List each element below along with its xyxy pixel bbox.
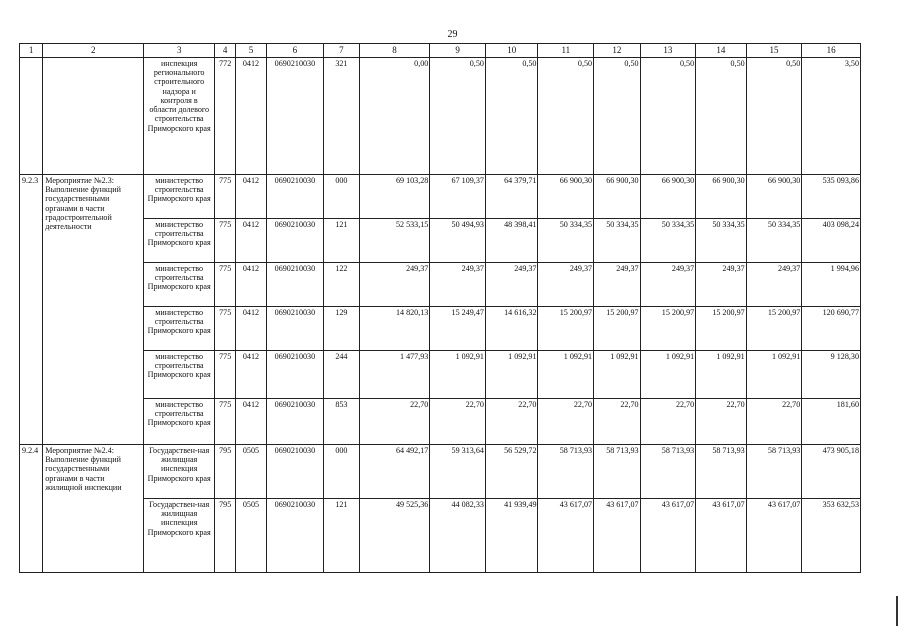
total-cell: 120 690,77 — [802, 307, 861, 351]
value-cell: 43 617,07 — [640, 499, 696, 573]
value-cell: 15 200,97 — [538, 307, 594, 351]
value-cell: 14 616,32 — [485, 307, 538, 351]
gr-code-cell: 775 — [215, 399, 236, 445]
value-cell: 58 713,93 — [538, 445, 594, 499]
target-code-cell: 0690210030 — [266, 58, 324, 175]
total-cell: 473 905,18 — [802, 445, 861, 499]
expense-type-cell: 000 — [324, 175, 359, 219]
header-cell: 12 — [594, 44, 640, 58]
total-cell: 9 128,30 — [802, 351, 861, 399]
header-cell: 7 — [324, 44, 359, 58]
table-body — [20, 44, 861, 573]
value-cell: 0,50 — [640, 58, 696, 175]
total-cell: 403 098,24 — [802, 219, 861, 263]
target-code-cell: 0690210030 — [266, 351, 324, 399]
value-cell: 22,70 — [746, 399, 802, 445]
total-cell: 1 994,96 — [802, 263, 861, 307]
header-cell: 6 — [266, 44, 324, 58]
value-cell: 0,50 — [594, 58, 640, 175]
item-number — [20, 58, 43, 175]
gr-code-cell: 775 — [215, 219, 236, 263]
value-cell: 50 334,35 — [696, 219, 747, 263]
value-cell: 22,70 — [640, 399, 696, 445]
value-cell: 22,70 — [696, 399, 747, 445]
value-cell: 249,37 — [640, 263, 696, 307]
value-cell: 58 713,93 — [746, 445, 802, 499]
item-number: 9.2.3 — [20, 175, 43, 445]
value-cell: 1 092,91 — [430, 351, 486, 399]
target-code-cell: 0690210030 — [266, 399, 324, 445]
value-cell: 22,70 — [430, 399, 486, 445]
value-cell: 22,70 — [359, 399, 430, 445]
value-cell: 22,70 — [485, 399, 538, 445]
value-cell: 67 109,37 — [430, 175, 486, 219]
header-cell: 2 — [43, 44, 144, 58]
value-cell: 50 334,35 — [640, 219, 696, 263]
header-cell: 14 — [696, 44, 747, 58]
expense-type-cell: 000 — [324, 445, 359, 499]
value-cell: 66 900,30 — [746, 175, 802, 219]
target-code-cell: 0690210030 — [266, 175, 324, 219]
header-cell: 9 — [430, 44, 486, 58]
value-cell: 49 525,36 — [359, 499, 430, 573]
header-cell: 1 — [20, 44, 43, 58]
expense-type-cell: 853 — [324, 399, 359, 445]
value-cell: 249,37 — [430, 263, 486, 307]
value-cell: 52 533,15 — [359, 219, 430, 263]
value-cell: 0,50 — [538, 58, 594, 175]
value-cell: 15 200,97 — [640, 307, 696, 351]
executor-cell: министерство строительства Приморского края — [144, 175, 215, 219]
gr-code-cell: 795 — [215, 499, 236, 573]
value-cell: 1 092,91 — [640, 351, 696, 399]
value-cell: 249,37 — [696, 263, 747, 307]
value-cell: 64 379,71 — [485, 175, 538, 219]
gr-code-cell: 775 — [215, 175, 236, 219]
header-cell: 5 — [236, 44, 266, 58]
expense-type-cell: 121 — [324, 499, 359, 573]
target-code-cell: 0690210030 — [266, 445, 324, 499]
value-cell: 249,37 — [485, 263, 538, 307]
header-cell: 11 — [538, 44, 594, 58]
header-row — [20, 44, 861, 58]
value-cell: 50 334,35 — [538, 219, 594, 263]
value-cell: 44 082,33 — [430, 499, 486, 573]
header-cell: 4 — [215, 44, 236, 58]
value-cell: 43 617,07 — [538, 499, 594, 573]
executor-cell: министерство строительства Приморского края — [144, 351, 215, 399]
header-cell: 8 — [359, 44, 430, 58]
table-row — [20, 445, 861, 499]
value-cell: 59 313,64 — [430, 445, 486, 499]
section-code-cell: 0412 — [236, 219, 266, 263]
value-cell: 50 334,35 — [594, 219, 640, 263]
target-code-cell: 0690210030 — [266, 307, 324, 351]
header-cell: 10 — [485, 44, 538, 58]
total-cell: 535 093,86 — [802, 175, 861, 219]
value-cell: 48 398,41 — [485, 219, 538, 263]
section-code-cell: 0412 — [236, 399, 266, 445]
expense-type-cell: 321 — [324, 58, 359, 175]
gr-code-cell: 795 — [215, 445, 236, 499]
executor-cell: Государствен-ная жилищная инспекция Приморского края — [144, 499, 215, 573]
value-cell: 0,00 — [359, 58, 430, 175]
item-name: Мероприятие №2.3: Выполнение функций государственными органами в части градостроительной деятельности — [43, 175, 144, 445]
table-row — [20, 499, 861, 573]
page-number: 29 — [447, 29, 458, 40]
value-cell: 1 092,91 — [696, 351, 747, 399]
value-cell: 0,50 — [746, 58, 802, 175]
total-cell: 353 632,53 — [802, 499, 861, 573]
header-cell: 13 — [640, 44, 696, 58]
gr-code-cell: 775 — [215, 351, 236, 399]
value-cell: 15 200,97 — [696, 307, 747, 351]
total-cell: 181,60 — [802, 399, 861, 445]
expense-type-cell: 129 — [324, 307, 359, 351]
table-row — [20, 399, 861, 445]
executor-cell: инспекция регионального строительного надзора и контроля в области долевого строительства Приморского края — [144, 58, 215, 175]
value-cell: 22,70 — [538, 399, 594, 445]
value-cell: 249,37 — [538, 263, 594, 307]
value-cell: 50 494,93 — [430, 219, 486, 263]
section-code-cell: 0412 — [236, 263, 266, 307]
table-row — [20, 263, 861, 307]
gr-code-cell: 775 — [215, 263, 236, 307]
table-row — [20, 351, 861, 399]
item-number: 9.2.4 — [20, 445, 43, 573]
value-cell: 1 092,91 — [594, 351, 640, 399]
value-cell: 15 200,97 — [746, 307, 802, 351]
target-code-cell: 0690210030 — [266, 263, 324, 307]
value-cell: 66 900,30 — [696, 175, 747, 219]
value-cell: 43 617,07 — [696, 499, 747, 573]
value-cell: 249,37 — [746, 263, 802, 307]
section-code-cell: 0412 — [236, 175, 266, 219]
section-code-cell: 0412 — [236, 351, 266, 399]
value-cell: 58 713,93 — [594, 445, 640, 499]
header-cell: 3 — [144, 44, 215, 58]
value-cell: 43 617,07 — [594, 499, 640, 573]
item-name: Мероприятие №2.4: Выполнение функций государственными органами в части жилищной инспекции — [43, 445, 144, 573]
expense-type-cell: 244 — [324, 351, 359, 399]
budget-table — [19, 43, 861, 573]
value-cell: 66 900,30 — [538, 175, 594, 219]
table-row — [20, 175, 861, 219]
expense-type-cell: 122 — [324, 263, 359, 307]
item-name — [43, 58, 144, 175]
table-row — [20, 58, 861, 175]
value-cell: 22,70 — [594, 399, 640, 445]
scan-mark — [896, 596, 898, 626]
section-code-cell: 0505 — [236, 445, 266, 499]
target-code-cell: 0690210030 — [266, 499, 324, 573]
value-cell: 14 820,13 — [359, 307, 430, 351]
value-cell: 58 713,93 — [640, 445, 696, 499]
header-cell: 16 — [802, 44, 861, 58]
executor-cell: министерство строительства Приморского края — [144, 219, 215, 263]
value-cell: 0,50 — [485, 58, 538, 175]
target-code-cell: 0690210030 — [266, 219, 324, 263]
value-cell: 15 249,47 — [430, 307, 486, 351]
value-cell: 43 617,07 — [746, 499, 802, 573]
value-cell: 66 900,30 — [594, 175, 640, 219]
value-cell: 249,37 — [359, 263, 430, 307]
executor-cell: министерство строительства Приморского края — [144, 263, 215, 307]
value-cell: 41 939,49 — [485, 499, 538, 573]
value-cell: 1 477,93 — [359, 351, 430, 399]
value-cell: 1 092,91 — [746, 351, 802, 399]
section-code-cell: 0505 — [236, 499, 266, 573]
value-cell: 66 900,30 — [640, 175, 696, 219]
value-cell: 69 103,28 — [359, 175, 430, 219]
gr-code-cell: 772 — [215, 58, 236, 175]
value-cell: 56 529,72 — [485, 445, 538, 499]
expense-type-cell: 121 — [324, 219, 359, 263]
executor-cell: министерство строительства Приморского края — [144, 307, 215, 351]
executor-cell: Государствен-ная жилищная инспекция Приморского края — [144, 445, 215, 499]
value-cell: 58 713,93 — [696, 445, 747, 499]
section-code-cell: 0412 — [236, 58, 266, 175]
value-cell: 64 492,17 — [359, 445, 430, 499]
gr-code-cell: 775 — [215, 307, 236, 351]
table-row — [20, 307, 861, 351]
header-cell: 15 — [746, 44, 802, 58]
section-code-cell: 0412 — [236, 307, 266, 351]
value-cell: 50 334,35 — [746, 219, 802, 263]
value-cell: 0,50 — [696, 58, 747, 175]
total-cell: 3,50 — [802, 58, 861, 175]
value-cell: 1 092,91 — [485, 351, 538, 399]
value-cell: 0,50 — [430, 58, 486, 175]
value-cell: 15 200,97 — [594, 307, 640, 351]
value-cell: 1 092,91 — [538, 351, 594, 399]
value-cell: 249,37 — [594, 263, 640, 307]
executor-cell: министерство строительства Приморского края — [144, 399, 215, 445]
table-row — [20, 219, 861, 263]
